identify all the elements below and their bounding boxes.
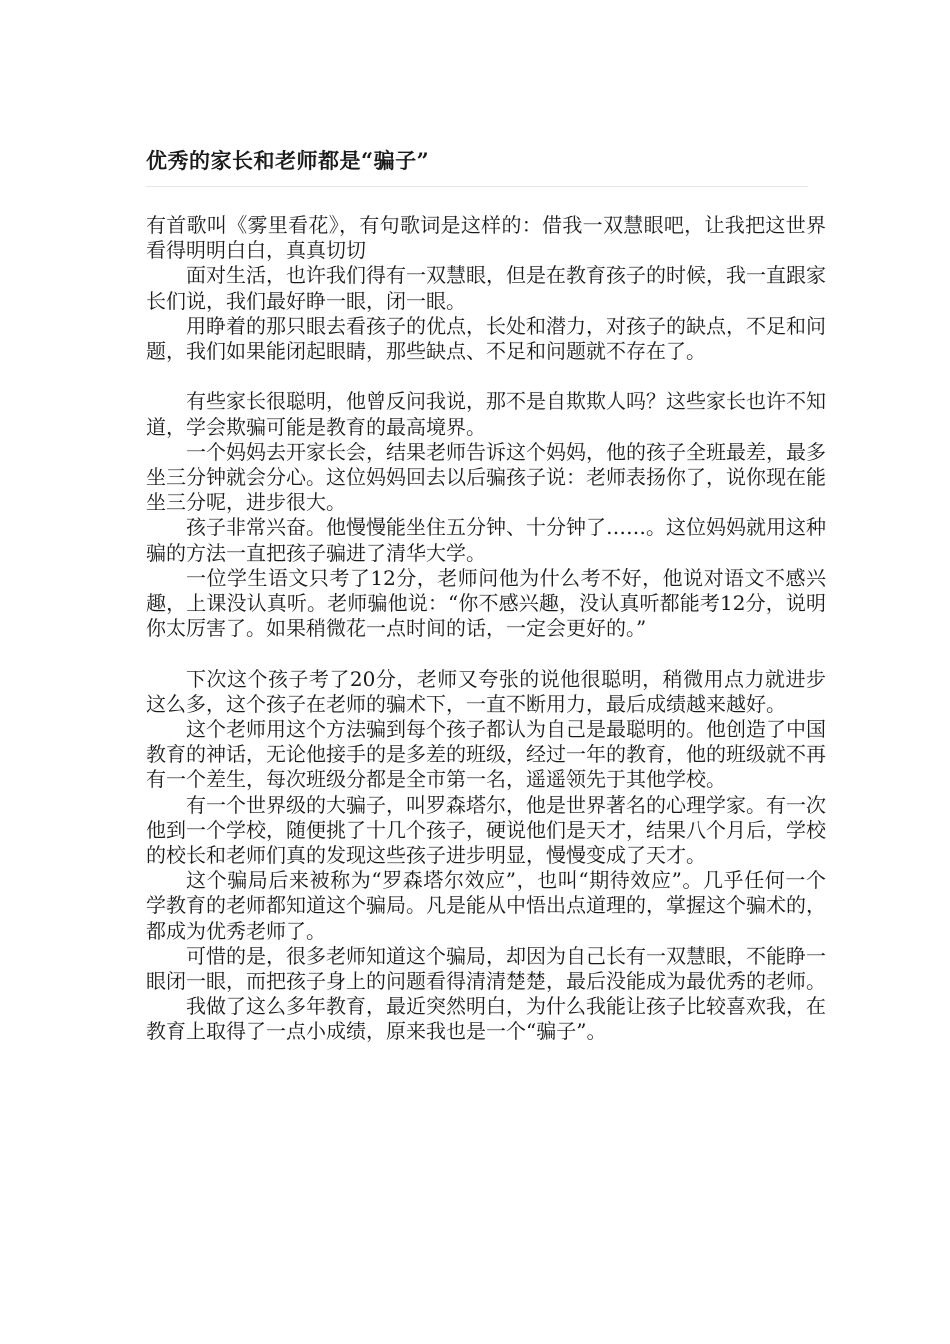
paragraph-6: 孩子非常兴奋。他慢慢能坐住五分钟、十分钟了……。这位妈妈就用这种骗的方法一直把孩子骗进了清华大学。 <box>146 515 826 565</box>
paragraph-13: 我做了这么多年教育，最近突然明白，为什么我能让孩子比较喜欢我，在教育上取得了一点小成绩，原来我也是一个“骗子”。 <box>146 994 826 1044</box>
paragraph-4: 有些家长很聪明，他曾反问我说，那不是自欺欺人吗？这些家长也许不知道，学会欺骗可能是教育的最高境界。 <box>146 389 826 439</box>
paragraph-11: 这个骗局后来被称为“罗森塔尔效应”，也叫“期待效应”。几乎任何一个学教育的老师都知道这个骗局。凡是能从中悟出点道理的，掌握这个骗术的，都成为优秀老师了。 <box>146 868 826 943</box>
paragraph-1: 有首歌叫《雾里看花》，有句歌词是这样的：借我一双慧眼吧，让我把这世界看得明明白白，真真切切 <box>146 213 826 263</box>
document-title: 优秀的家长和老师都是“骗子” <box>146 148 430 173</box>
title-divider <box>146 186 808 187</box>
document-body <box>146 213 826 1045</box>
paragraph-3: 用睁着的那只眼去看孩子的优点，长处和潜力，对孩子的缺点，不足和问题，我们如果能闭起眼睛，那些缺点、不足和问题就不存在了。 <box>146 313 826 364</box>
paragraph-9: 这个老师用这个方法骗到每个孩子都认为自己是最聪明的。他创造了中国教育的神话，无论他接手的是多差的班级，经过一年的教育，他的班级就不再有一个差生，每次班级分都是全市第一名，遥遥领先于其他学校。 <box>146 717 826 792</box>
paragraph-10: 有一个世界级的大骗子，叫罗森塔尔，他是世界著名的心理学家。有一次他到一个学校，随便挑了十几个孩子，硬说他们是天才，结果八个月后，学校的校长和老师们真的发现这些孩子进步明显，慢慢变成了天才。 <box>146 792 826 868</box>
paragraph-7: 一位学生语文只考了12分，老师问他为什么考不好，他说对语文不感兴趣，上课没认真听。老师骗他说：“你不感兴趣，没认真听都能考12分，说明你太厉害了。如果稍微花一点时间的话，一定会更好的。” <box>146 565 826 641</box>
paragraph-gap <box>146 364 826 389</box>
paragraph-8: 下次这个孩子考了20分，老师又夸张的说他很聪明，稍微用点力就进步这么多，这个孩子在老师的骗术下，一直不断用力，最后成绩越来越好。 <box>146 666 826 716</box>
paragraph-2: 面对生活，也许我们得有一双慧眼，但是在教育孩子的时候，我一直跟家长们说，我们最好睁一眼，闭一眼。 <box>146 263 826 313</box>
paragraph-gap <box>146 641 826 666</box>
paragraph-12: 可惜的是，很多老师知道这个骗局，却因为自己长有一双慧眼，不能睁一眼闭一眼，而把孩子身上的问题看得清清楚楚，最后没能成为最优秀的老师。 <box>146 943 826 994</box>
paragraph-5: 一个妈妈去开家长会，结果老师告诉这个妈妈，他的孩子全班最差，最多坐三分钟就会分心。这位妈妈回去以后骗孩子说：老师表扬你了，说你现在能坐三分呢，进步很大。 <box>146 439 826 515</box>
